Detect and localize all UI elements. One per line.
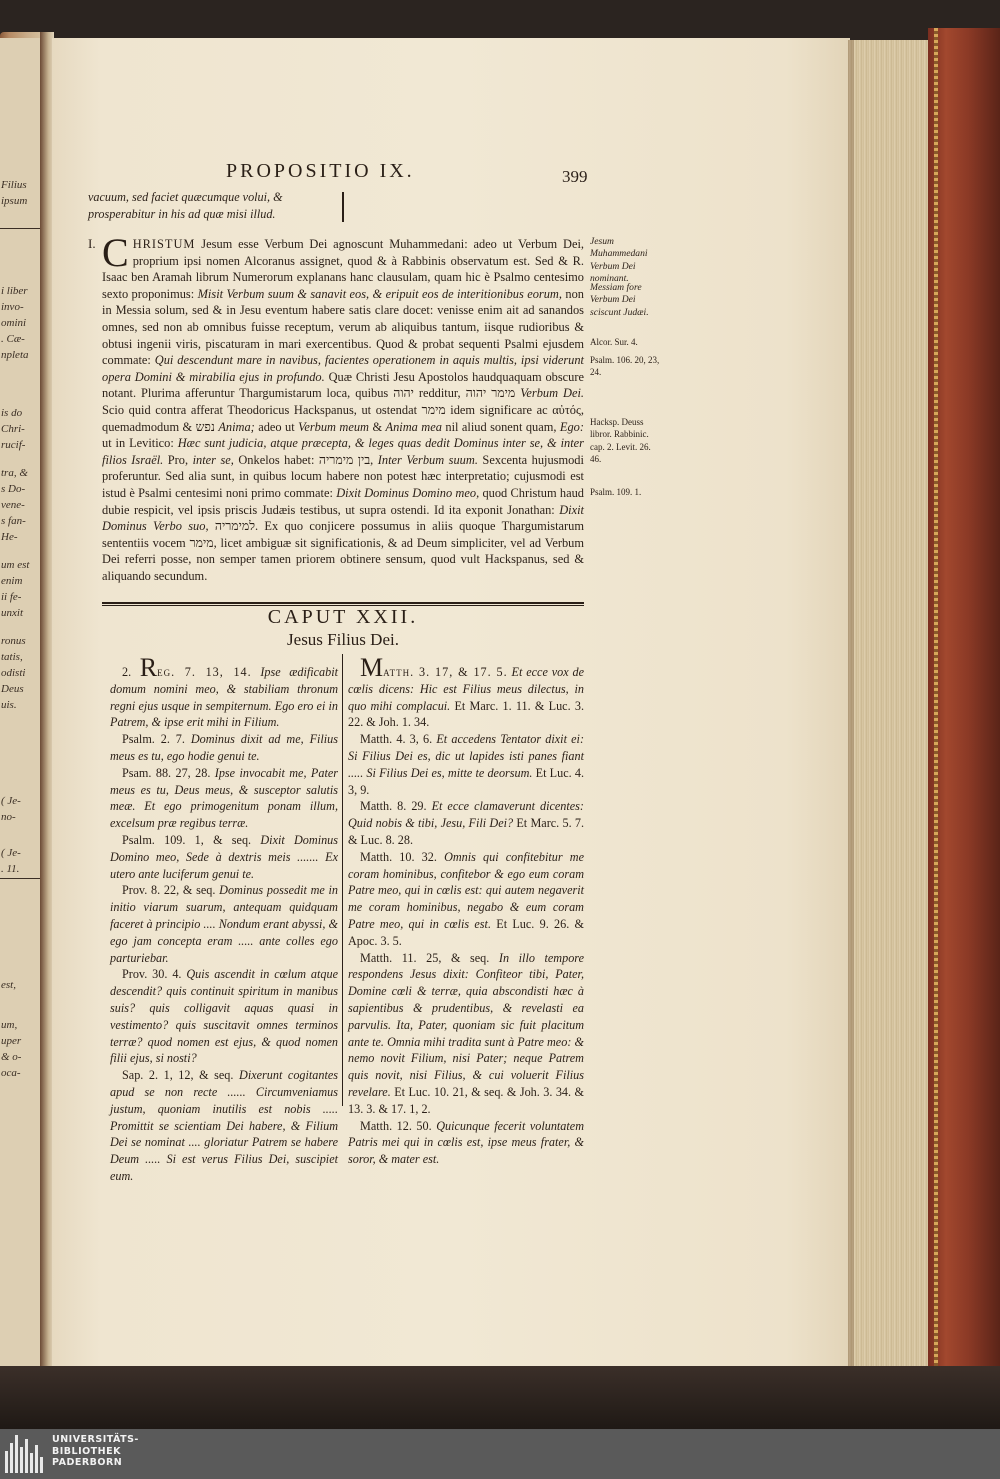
scripture-reference: Psam. 88. 27, 28.: [122, 765, 211, 780]
initial-letter: R: [139, 653, 158, 682]
scripture-entry: [110, 832, 338, 882]
scripture-quote: Ipse invocabit me, Pater meus es tu, Deus meus, & susceptor salutis meæ. Et ego primogenitum ponam illum, excelsum præ regibus terræ.: [110, 765, 338, 831]
body-text: quod Christum haud dubie respicit, vel ipsis priscis Judæis testibus, ut supra ostendi. Id ita exponit Jonathan:: [102, 485, 584, 517]
left-page-fragment: uis.: [1, 699, 17, 711]
body-text: Sexcenta hujusmodi proferuntur. Sed alia sunt, in quibus locum habere non potest hæc interpretatio; cujusmodi est istud è Psalmi centesimi noni primo commate:: [102, 452, 584, 500]
left-page-fragment: tra, &: [1, 467, 28, 479]
left-page-fragment: oca-: [1, 1067, 21, 1079]
left-page-fragment: . 11.: [1, 863, 20, 875]
body-text: &: [372, 419, 383, 434]
margin-note: Jesum Muhammedani Verbum Dei nominant.: [590, 236, 648, 285]
body-text: Quæ Christi Jesu Apostolos haudquaquam obscure notant. Plurima afferuntur Thargumistarum loca, quibus יהוה redditur, מימר יהוה: [102, 369, 584, 401]
scripture-reference: Matth. 8. 29.: [360, 799, 427, 814]
top-fragment: vacuum, sed faciet quæcumque volui, & prosperabitur in his ad quæ misi illud.: [88, 190, 283, 221]
left-page-fragment: vene-: [1, 499, 25, 511]
left-page-fragment: s fan-: [1, 515, 26, 527]
left-page-fragment: uper: [1, 1035, 22, 1047]
chapter-title: CAPUT XXII.: [267, 606, 419, 628]
left-page-fragment: ronus: [1, 635, 26, 647]
scripture-quote: Dominus possedit me in initio viarum suarum, antequam quidquam faceret à principio .... Nondum erant abyssi, & ego jam concepta eram ..... ante colles ego parturiebar.: [110, 883, 339, 965]
body-italic: inter se,: [192, 452, 234, 467]
left-page-rule: [0, 228, 40, 229]
scripture-entry: [348, 849, 584, 950]
margin-note: Psalm. 106. 20, 23, 24.: [590, 355, 660, 378]
left-page-fragment: odisti: [1, 667, 26, 679]
scripture-reference: Prov. 8. 22, & seq.: [122, 883, 216, 898]
body-italic: Anima mea: [385, 419, 442, 434]
cross-reference: Et Marc. 1. 11. & Luc. 3. 22. & Joh. 1. 34.: [348, 698, 584, 730]
body-italic: Hæc sunt judicia, atque præcepta, & leges quas dedit Dominus inter se, & inter filios Israël.: [102, 436, 584, 467]
body-text: למימריה. Ex quo conjicere possumus in aliis quoque Thargumistarum sententiis vocem מימר, licet ambiguæ sit significationis, & ad Deum simpliciter, vel ad Verbum Dei referri posse, non semper tamen priorem obtinere sensum, quod vult Hackspanus, sed & aliquando secundum.: [102, 519, 584, 583]
chapter-subtitle: Jesus Filius Dei.: [287, 630, 399, 649]
body-text: Jesum esse Verbum Dei agnoscunt Muhammedani: adeo ut Verbum Dei, proprium ipsi nomen Alcoranus assignet, quod & à Rabbinis observatum est. Sed & R. Isaac ben Aramah librum Numerorum explanans hanc clausulam, quam hic è Psalmo centesimo sexto proponimus:: [102, 237, 584, 301]
scripture-quote: Et ecce vox de cœlis dicens: Hic est Filius meus dilectus, in quo mihi complacui.: [348, 665, 584, 713]
page-fore-edge: [848, 40, 930, 1370]
left-page-fragment: is do: [1, 407, 23, 419]
library-logo-icon: [5, 1435, 45, 1473]
cross-reference: Et Marc. 5. 7. & Luc. 8. 28.: [348, 816, 585, 847]
left-page-fragment: invo-: [1, 301, 24, 313]
vertical-rule: [342, 192, 344, 222]
scripture-quote: Et ecce clamaverunt dicentes: Quid nobis & tibi, Jesu, Fili Dei?: [348, 799, 584, 831]
scripture-entry: [110, 731, 338, 765]
scripture-reference: Matth. 10. 32.: [360, 849, 437, 864]
scripture-entry: [110, 882, 338, 966]
body-text: ut in Levitico:: [102, 436, 174, 451]
left-page-fragment: Chri-: [1, 423, 25, 435]
left-page-fragment: i liber: [1, 285, 28, 297]
cross-reference: Et Luc. 4. 3, 9.: [348, 765, 585, 797]
left-page-fragment: est,: [1, 979, 16, 991]
left-page-fragment: um est: [1, 559, 30, 571]
left-page-fragment: unxit: [1, 607, 23, 619]
scripture-reference: Psalm. 2. 7.: [122, 732, 185, 747]
scripture-entry: [348, 653, 584, 731]
scripture-quote: Omnis qui confitebitur me coram hominibus, confitebor & ego eum coram Patre meo, qui in cœlis est: qui autem negaverit me coram hominibus, negabo & eum coram Patre meo, qui in cœlis est.: [348, 849, 584, 931]
scripture-reference: Matth. 12. 50.: [360, 1118, 432, 1133]
scripture-quote: Dominus dixit ad me, Filius meus es tu, ego hodie genui te.: [110, 732, 339, 763]
scripture-quote: Dixit Dominus Domino meo, Sede à dextris meis ....... Ex utero ante luciferum genui te.: [110, 832, 339, 881]
cross-reference: Et Luc. 10. 21, & seq. & Joh. 3. 34. & 13. 3. & 17. 1, 2.: [348, 1084, 584, 1116]
column-divider: [342, 654, 343, 1106]
body-text: Scio quid contra afferat Theodoricus Hackspanus, ut ostendat מימר idem significare ac αὐτός, quemadmodum & נפש: [102, 402, 584, 434]
scripture-entry: [110, 966, 338, 1067]
right-cover-edge: [928, 28, 1000, 1398]
left-page-fragment: tatis,: [1, 651, 23, 663]
left-page-fragment: & o-: [1, 1051, 22, 1063]
left-page-fragment: ( Je-: [1, 847, 21, 859]
page-number: 399: [562, 167, 588, 186]
body-text: non in Messia solum, sed & in Jesu eventum habere satis clare docet: venisse enim ait ad sanandos omnes, sed non ab omnibus fuisse receptum, verum ab aliquibus tantum, iisque rudioribus & obtusi ingenii viris, piscaturam in mari exercentibus. Quod & probat sequenti Psalmi ejusdem commate:: [102, 286, 584, 368]
left-page-fragment: rucif-: [1, 439, 26, 451]
scripture-reference: [360, 653, 508, 682]
body-text: adeo ut: [258, 419, 295, 434]
body-italic: Verbum meum: [298, 419, 369, 434]
scripture-reference: Sap. 2. 1, 12, & seq.: [122, 1068, 234, 1083]
scripture-entry: [348, 950, 584, 1118]
margin-note: Messiam fore Verbum Dei sciscunt Judæi.: [590, 282, 649, 318]
margin-note: Psalm. 109. 1.: [590, 487, 642, 497]
left-page-fragment: Deus: [1, 683, 24, 695]
left-page-fragment: um,: [1, 1019, 18, 1031]
left-page-fragment: ii fe-: [1, 591, 22, 603]
scripture-entry: [110, 1067, 338, 1185]
left-page-fragment: enim: [1, 575, 23, 587]
drop-cap: C: [102, 230, 129, 275]
body-italic: Dixit Dominus Verbo suo,: [102, 502, 584, 534]
body-italic: Qui descendunt mare in navibus, facientes operationem in aquis multis, ipsi viderunt opera Domini & mirabilia ejus in profundo.: [102, 353, 584, 384]
scripture-quote: Quis ascendit in cœlum atque descendit? quis continuit spiritum in manibus suis? quis colligavit aquas quasi in vestimento? quis suscitavit omnes terminos terræ? quod nomen est ejus, & quod nomen filii ejus, si nosti?: [110, 967, 339, 1066]
body-italic: Inter Verbum suum.: [377, 452, 478, 467]
left-column: [110, 653, 339, 1185]
body-text: Pro,: [167, 452, 189, 467]
left-page-fragment: s Do-: [1, 483, 26, 495]
scripture-quote: In illo tempore respondens Jesus dixit: Confiteor tibi, Pater, Domine cœli & terræ, quia abscondisti hæc à sapientibus & prudentibus, & revelasti ea parvulis. Ita, Pater, quoniam sic fuit placitum ante te. Omnia mihi tradita sunt à Patre meo: & nemo novit Filium, nisi Pater; neque Patrem quis novit, nisi Filius, & cui voluerit Filius revelare.: [348, 950, 584, 1099]
body-italic: Dixit Dominus Domino meo,: [336, 485, 480, 500]
library-name-line: UNIVERSITÄTS-: [52, 1434, 139, 1445]
left-page-fragment: omini: [1, 317, 27, 329]
running-head: PROPOSITIO IX.: [226, 160, 415, 182]
left-page-margin: [0, 38, 44, 1368]
scripture-quote: Ipse ædificabit domum nomini meo, & stabiliam thronum regni ejus usque in sempiternum. Ego ero ei in Patrem, & ipse erit mihi in Filium.: [110, 665, 339, 730]
library-name-line: PADERBORN: [52, 1457, 123, 1468]
initial-letter: M: [360, 653, 384, 682]
scripture-entry: [110, 765, 338, 832]
library-footer: [0, 1429, 1000, 1479]
scripture-reference: Matth. 4. 3, 6.: [360, 732, 433, 747]
left-page-fragment: no-: [1, 811, 16, 823]
body-italic: Misit Verbum suum & sanavit eos, & eripuit eos de interitionibus eorum,: [197, 286, 562, 301]
body-text: nil aliud sonent quam,: [445, 419, 557, 434]
left-page-fragment: npleta: [1, 349, 29, 361]
main-paragraph: [88, 230, 585, 584]
chapter-rule: [102, 602, 584, 604]
bottom-shadow: [0, 1366, 1000, 1429]
scripture-reference: 2. Reg. 7. 13, 14.: [122, 653, 252, 682]
left-page-rule: [0, 878, 40, 879]
left-page-fragment: He-: [1, 531, 18, 543]
left-page-fragment: ( Je-: [1, 795, 21, 807]
scripture-entry: [348, 1118, 584, 1168]
library-name: [52, 1434, 139, 1469]
scripture-reference: Psalm. 109. 1, & seq.: [122, 832, 252, 847]
paragraph-number: I.: [88, 236, 96, 251]
scripture-reference: Matth. 11. 25, & seq.: [360, 950, 490, 965]
body-italic: Anima;: [218, 419, 255, 434]
smallcaps-word: HRISTUM: [132, 237, 196, 251]
scripture-quote: Quicunque fecerit voluntatem Patris mei qui in cœlis est, ipse meus frater, & soror, & mater est.: [348, 1118, 584, 1167]
reference-rest: atth. 3. 17, & 17. 5.: [383, 665, 508, 679]
reference-rest: eg. 7. 13, 14.: [157, 665, 252, 679]
library-name-line: BIBLIOTHEK: [52, 1445, 121, 1457]
left-page-fragment: ipsum: [1, 195, 28, 207]
scripture-reference: Prov. 30. 4.: [122, 967, 182, 982]
scripture-quote: Et accedens Tentator dixit ei: Si Filius Dei es, dic ut lapides isti panes fiant ..... Si Filius Dei es, mitte te deorsum.: [348, 732, 584, 780]
scripture-quote: Dixerunt cogitantes apud se non recte ...... Circumveniamus justum, quoniam inutilis est nobis ..... Promittit se scientiam Dei habere, & Filium Dei se nominat .... gloriatur Patrem se habere Deum ..... Si est verus Filius Dei, suscipiet eum.: [110, 1068, 339, 1183]
body-italic: Ego:: [559, 419, 585, 434]
margin-note: Hacksp. Deuss libror. Rabbinic. cap. 2. Levit. 26. 46.: [590, 417, 651, 465]
scripture-entry: [348, 731, 584, 798]
scripture-entry: [110, 653, 339, 731]
scripture-entry: [348, 798, 584, 848]
body-text: Onkelos habet: בין מימריה,: [238, 452, 374, 467]
left-page-fragment: . Cæ-: [1, 333, 25, 345]
margin-note: Alcor. Sur. 4.: [590, 337, 638, 347]
body-italic: Verbum Dei.: [520, 386, 584, 401]
right-column: [348, 653, 585, 1168]
cross-reference: Et Luc. 9. 26. & Apoc. 3. 5.: [348, 916, 585, 948]
left-page-fragment: Filius: [1, 179, 27, 191]
